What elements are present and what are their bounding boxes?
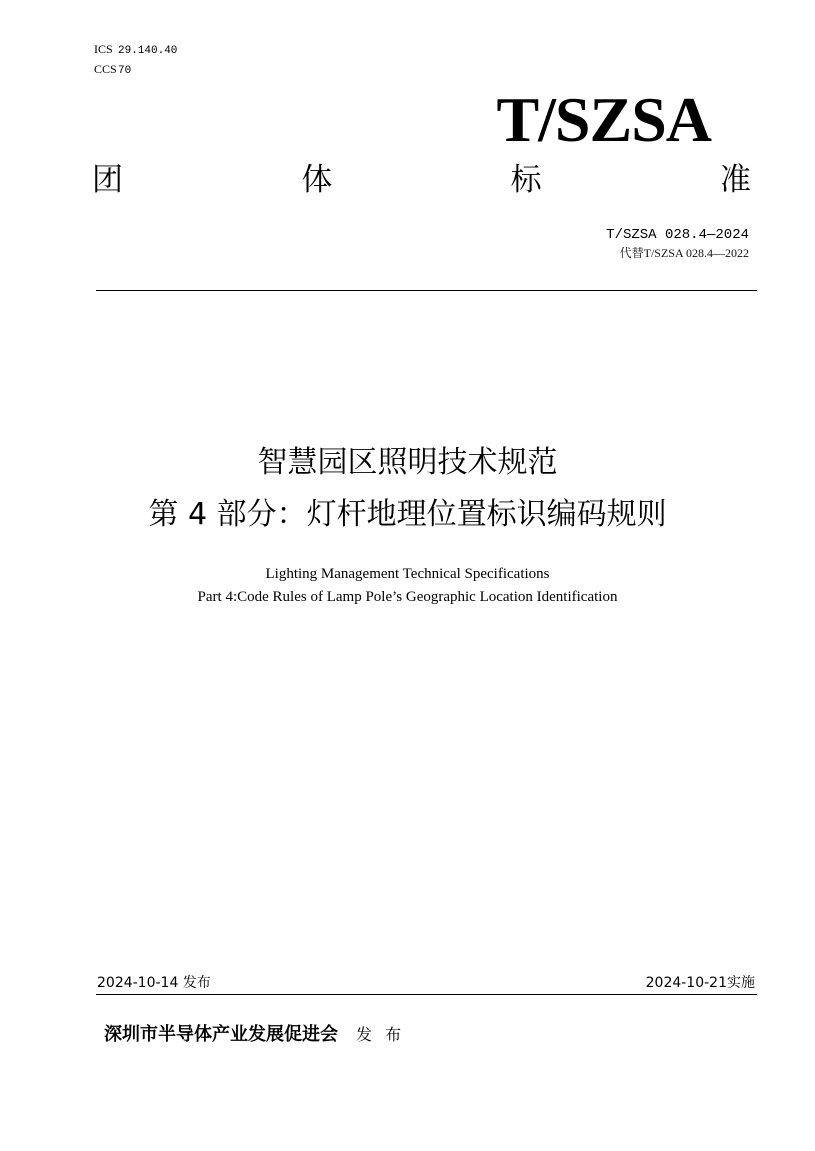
publish-action: 发 布 <box>356 1025 406 1044</box>
issue-date: 2024-10-14 发布 <box>97 975 211 991</box>
ccs-value: 70 <box>118 65 132 77</box>
title-en-line1: Lighting Management Technical Specifications <box>265 566 550 582</box>
title-cn-line1: 智慧园区照明技术规范 <box>257 445 558 480</box>
title-en-line2: Part 4:Code Rules of Lamp Pole’s Geographic Location Identification <box>197 589 618 605</box>
ics-value: 29.140.40 <box>118 45 178 57</box>
standard-type-char: 体 <box>301 162 333 198</box>
standard-type-char: 标 <box>510 162 542 198</box>
ics-label: ICS <box>94 42 113 56</box>
ccs-label: CCS <box>94 62 117 76</box>
standard-type-char: 准 <box>719 162 751 198</box>
title-cn-line2: 第 4 部分：灯杆地理位置标识编码规则 <box>148 497 667 532</box>
footer-divider <box>96 994 757 995</box>
standard-code-mark: T/SZSA <box>496 84 711 155</box>
replaces-standard: 代替T/SZSA 028.4—2022 <box>619 246 749 260</box>
ccs-code <box>94 62 131 78</box>
standard-type-char: 团 <box>92 162 123 198</box>
publisher-name: 深圳市半导体产业发展促进会 <box>104 1024 338 1045</box>
header-divider <box>96 290 757 291</box>
publisher <box>104 1023 405 1047</box>
standard-number: T/SZSA 028.4—2024 <box>606 227 749 243</box>
ics-code <box>94 42 177 58</box>
standard-type <box>92 160 751 200</box>
implementation-date: 2024-10-21实施 <box>645 975 755 991</box>
